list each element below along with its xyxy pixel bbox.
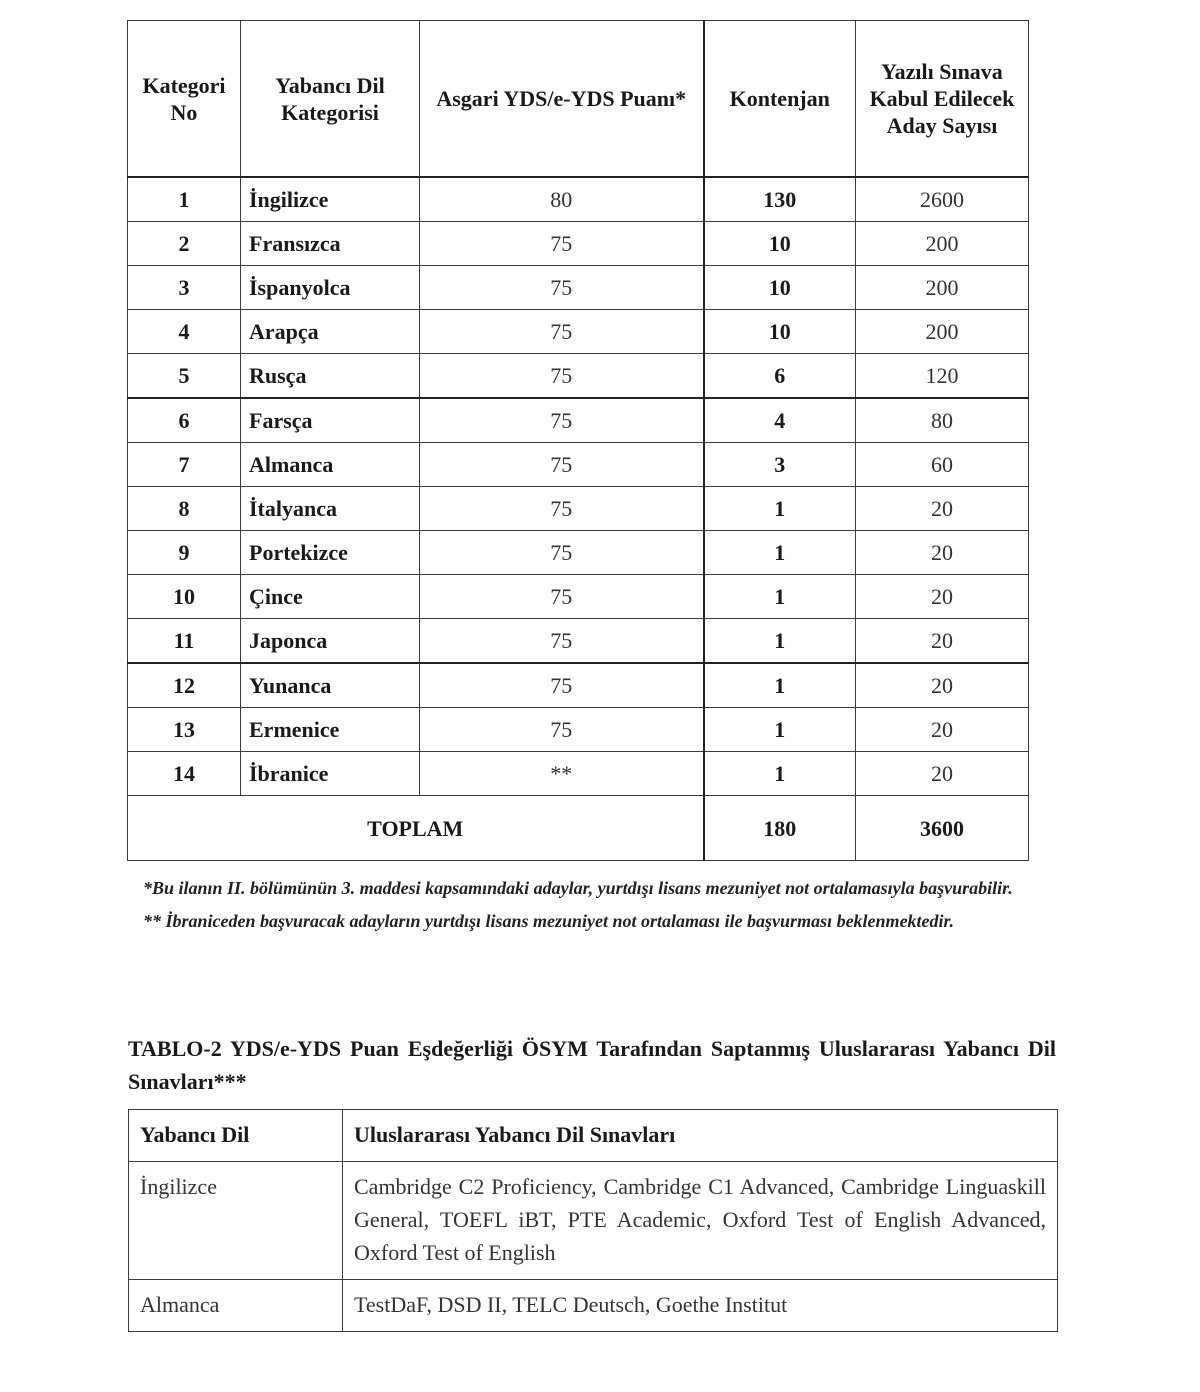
table-row (128, 752, 1029, 796)
language-category: Farsça (241, 398, 420, 443)
table-row (128, 708, 1029, 752)
table-row (129, 1280, 1058, 1332)
language-category: Japonca (241, 619, 420, 664)
candidate-count: 80 (856, 398, 1029, 443)
quota: 6 (704, 354, 856, 399)
language-category: İspanyolca (241, 266, 420, 310)
footnotes (143, 872, 1063, 938)
min-score: 75 (420, 310, 704, 354)
total-row (128, 796, 1029, 861)
candidate-count: 20 (856, 575, 1029, 619)
quota: 1 (704, 531, 856, 575)
category-number: 1 (128, 177, 241, 222)
candidate-count: 60 (856, 443, 1029, 487)
header-yabanci-dil-kategorisi: Yabancı Dil Kategorisi (241, 21, 420, 178)
exam-list: TestDaF, DSD II, TELC Deutsch, Goethe Institut (343, 1280, 1058, 1332)
table-row (128, 531, 1029, 575)
quota: 1 (704, 708, 856, 752)
min-score: 75 (420, 619, 704, 664)
language-category: İtalyanca (241, 487, 420, 531)
min-score: 75 (420, 266, 704, 310)
quota: 1 (704, 575, 856, 619)
candidate-count: 200 (856, 266, 1029, 310)
language-category: Ermenice (241, 708, 420, 752)
candidate-count: 20 (856, 487, 1029, 531)
language-category: İbranice (241, 752, 420, 796)
candidate-count: 20 (856, 663, 1029, 708)
table-header-row (129, 1110, 1058, 1162)
candidate-count: 20 (856, 619, 1029, 664)
quota: 1 (704, 619, 856, 664)
language-category: Çince (241, 575, 420, 619)
language-category: Yunanca (241, 663, 420, 708)
quota: 10 (704, 222, 856, 266)
table-row (128, 222, 1029, 266)
category-number: 6 (128, 398, 241, 443)
header-asgari-puan: Asgari YDS/e-YDS Puanı* (420, 21, 704, 178)
category-number: 7 (128, 443, 241, 487)
category-number: 8 (128, 487, 241, 531)
total-kontenjan: 180 (704, 796, 856, 861)
quota: 10 (704, 266, 856, 310)
header-yabanci-dil: Yabancı Dil (129, 1110, 343, 1162)
quota: 1 (704, 487, 856, 531)
table-row (128, 619, 1029, 664)
exam-list: Cambridge C2 Proficiency, Cambridge C1 Advanced, Cambridge Linguaskill General, TOEFL iBT, PTE Academic, Oxford Test of English Advanced, Oxford Test of English (343, 1162, 1058, 1280)
candidate-count: 2600 (856, 177, 1029, 222)
category-number: 14 (128, 752, 241, 796)
table-row (128, 177, 1029, 222)
candidate-count: 120 (856, 354, 1029, 399)
quota: 130 (704, 177, 856, 222)
category-number: 5 (128, 354, 241, 399)
min-score: 75 (420, 222, 704, 266)
candidate-count: 20 (856, 531, 1029, 575)
min-score: ** (420, 752, 704, 796)
candidate-count: 200 (856, 222, 1029, 266)
min-score: 75 (420, 531, 704, 575)
language-category: Portekizce (241, 531, 420, 575)
min-score: 75 (420, 708, 704, 752)
quota: 4 (704, 398, 856, 443)
language: İngilizce (129, 1162, 343, 1280)
category-number: 12 (128, 663, 241, 708)
category-number: 2 (128, 222, 241, 266)
category-number: 9 (128, 531, 241, 575)
total-aday: 3600 (856, 796, 1029, 861)
table-row (128, 398, 1029, 443)
category-number: 3 (128, 266, 241, 310)
quota: 10 (704, 310, 856, 354)
table-row (128, 663, 1029, 708)
header-kategori-no: Kategori No (128, 21, 241, 178)
table-body (129, 1162, 1058, 1332)
candidate-count: 200 (856, 310, 1029, 354)
category-number: 4 (128, 310, 241, 354)
table-row (128, 310, 1029, 354)
header-sinavlar: Uluslararası Yabancı Dil Sınavları (343, 1110, 1058, 1162)
footnote-1: *Bu ilanın II. bölümünün 3. maddesi kapsamındaki adaylar, yurtdışı lisans mezuniyet not ortalamasıyla başvurabilir. (143, 878, 1013, 898)
min-score: 75 (420, 354, 704, 399)
header-aday-sayisi: Yazılı Sınava Kabul Edilecek Aday Sayısı (856, 21, 1029, 178)
header-kontenjan: Kontenjan (704, 21, 856, 178)
exam-equivalence-table (128, 1109, 1058, 1332)
table-row (128, 443, 1029, 487)
min-score: 75 (420, 663, 704, 708)
category-number: 13 (128, 708, 241, 752)
min-score: 75 (420, 443, 704, 487)
table2-caption: TABLO-2 YDS/e-YDS Puan Eşdeğerliği ÖSYM Tarafından Saptanmış Uluslararası Yabancı Dil Sınavları*** (128, 1036, 1056, 1094)
kontenjan-table (127, 20, 1029, 861)
min-score: 80 (420, 177, 704, 222)
quota: 1 (704, 663, 856, 708)
table-row (128, 575, 1029, 619)
candidate-count: 20 (856, 752, 1029, 796)
category-number: 11 (128, 619, 241, 664)
table-header-row (128, 21, 1029, 178)
table-row (128, 266, 1029, 310)
min-score: 75 (420, 487, 704, 531)
total-label: TOPLAM (128, 796, 704, 861)
table-row (129, 1162, 1058, 1280)
language-category: Fransızca (241, 222, 420, 266)
language-category: Almanca (241, 443, 420, 487)
table-row (128, 487, 1029, 531)
language-category: İngilizce (241, 177, 420, 222)
category-number: 10 (128, 575, 241, 619)
candidate-count: 20 (856, 708, 1029, 752)
quota: 3 (704, 443, 856, 487)
language: Almanca (129, 1280, 343, 1332)
language-category: Arapça (241, 310, 420, 354)
min-score: 75 (420, 398, 704, 443)
language-category: Rusça (241, 354, 420, 399)
min-score: 75 (420, 575, 704, 619)
quota: 1 (704, 752, 856, 796)
footnote-2: ** İbraniceden başvuracak adayların yurtdışı lisans mezuniyet not ortalaması ile başvurması beklenmektedir. (143, 911, 955, 931)
table-row (128, 354, 1029, 399)
table-body (128, 177, 1029, 796)
